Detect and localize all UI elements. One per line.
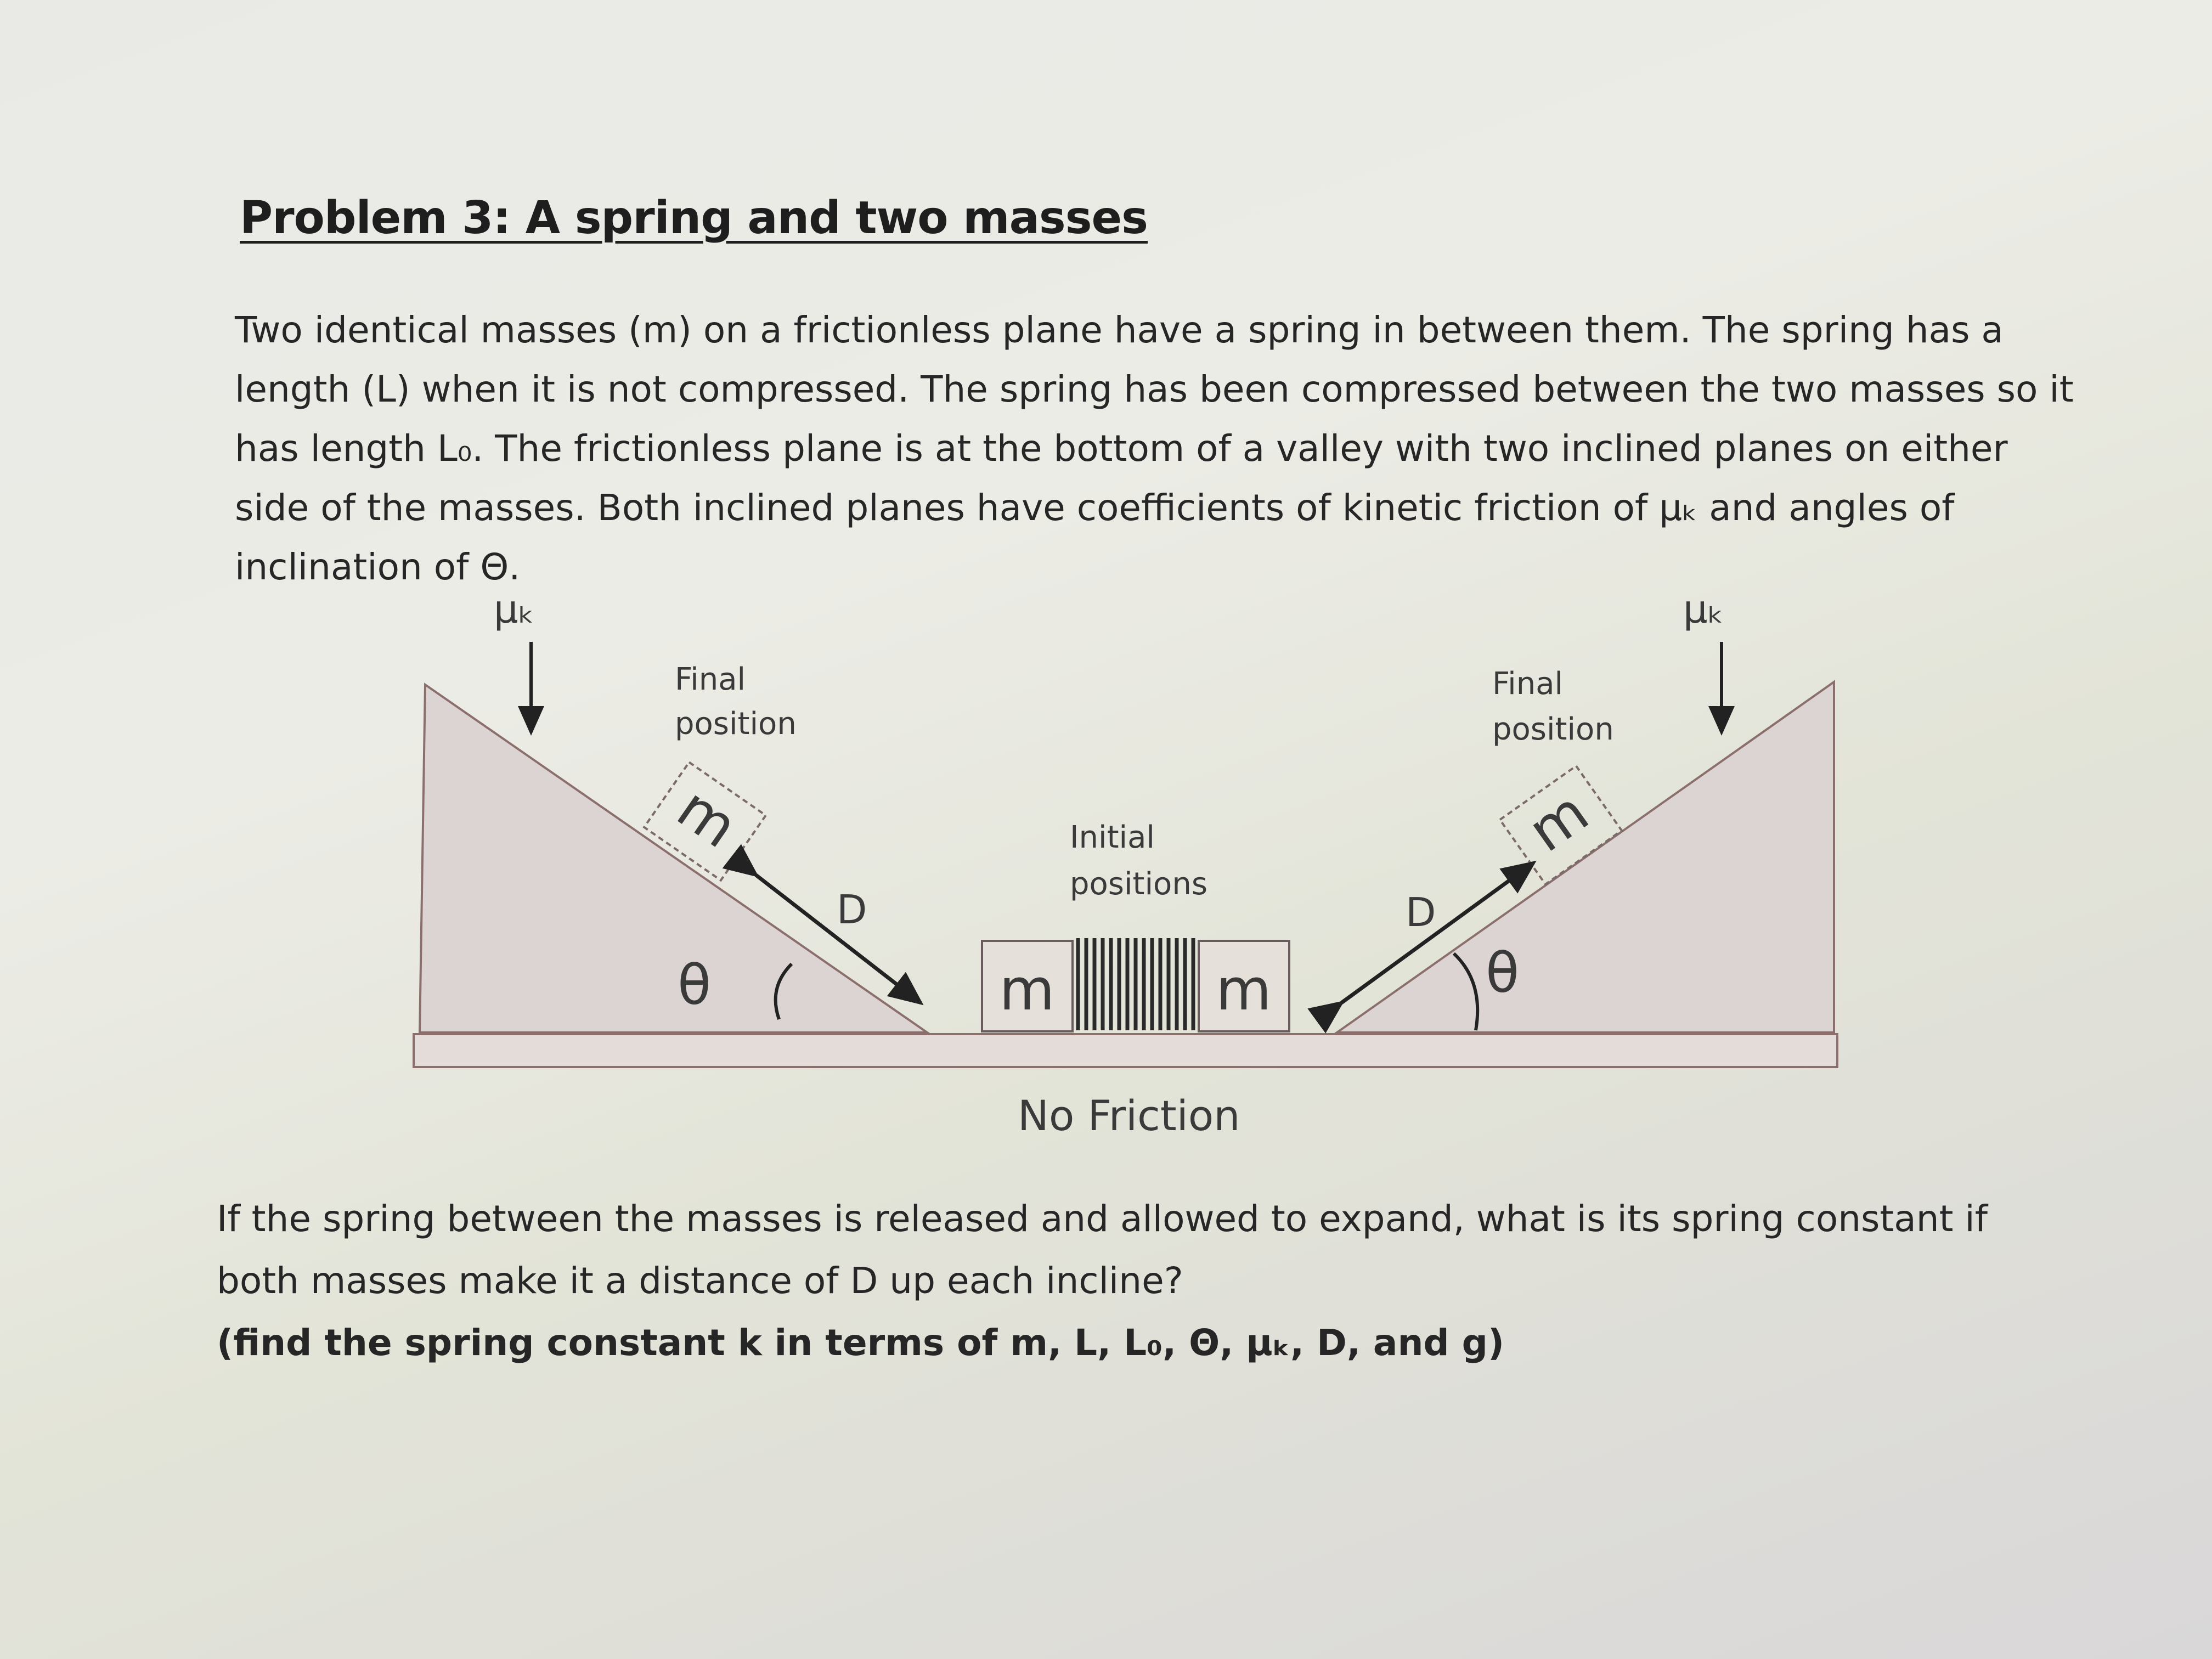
svg-text:m: m	[999, 956, 1055, 1023]
mu-left-label: μₖ	[494, 587, 535, 632]
final-right-label: Final	[1492, 666, 1564, 702]
right-angle-label: θ	[1486, 941, 1520, 1005]
initial-label: Initial	[1070, 820, 1155, 855]
initial-right-mass	[1199, 941, 1289, 1031]
question-text: If the spring between the masses is released and allowed to expand, what is its spring constant if both masses make it a distance of D up each incline?	[217, 1198, 1988, 1302]
problem-description: Two identical masses (m) on a frictionless plane have a spring in between them. The spring has a length (L) when it is not compressed. The spring has been compressed between the two masses so it has length L₀. The frictionless plane is at the bottom of a valley with two inclined planes on either side of the masses. Both inclined planes have coefficients of kinetic friction of μₖ and angles of inclination of Θ.	[235, 309, 2074, 588]
final-left-label: Final	[675, 662, 746, 697]
svg-text:m: m	[665, 774, 749, 861]
final-left-label-2: position	[675, 706, 797, 742]
initial-label-2: positions	[1070, 866, 1207, 902]
mu-right-label: μₖ	[1683, 587, 1724, 632]
left-distance-label: D	[837, 887, 867, 933]
svg-text:m: m	[1516, 778, 1600, 865]
left-angle-label: θ	[678, 953, 712, 1017]
compressed-spring	[1078, 938, 1193, 1030]
no-friction-label: No Friction	[1018, 1091, 1240, 1140]
problem-title: Problem 3: A spring and two masses	[240, 192, 1148, 244]
frictionless-floor	[414, 1034, 1837, 1067]
question	[217, 1188, 2071, 1374]
final-right-label-2: position	[1492, 712, 1614, 747]
right-distance-label: D	[1406, 889, 1436, 935]
initial-left-mass	[982, 941, 1073, 1031]
question-instruction: (find the spring constant k in terms of m, L, L₀, Θ, μₖ, D, and g)	[217, 1322, 1505, 1364]
left-incline	[420, 685, 927, 1032]
svg-text:m: m	[1216, 956, 1272, 1023]
